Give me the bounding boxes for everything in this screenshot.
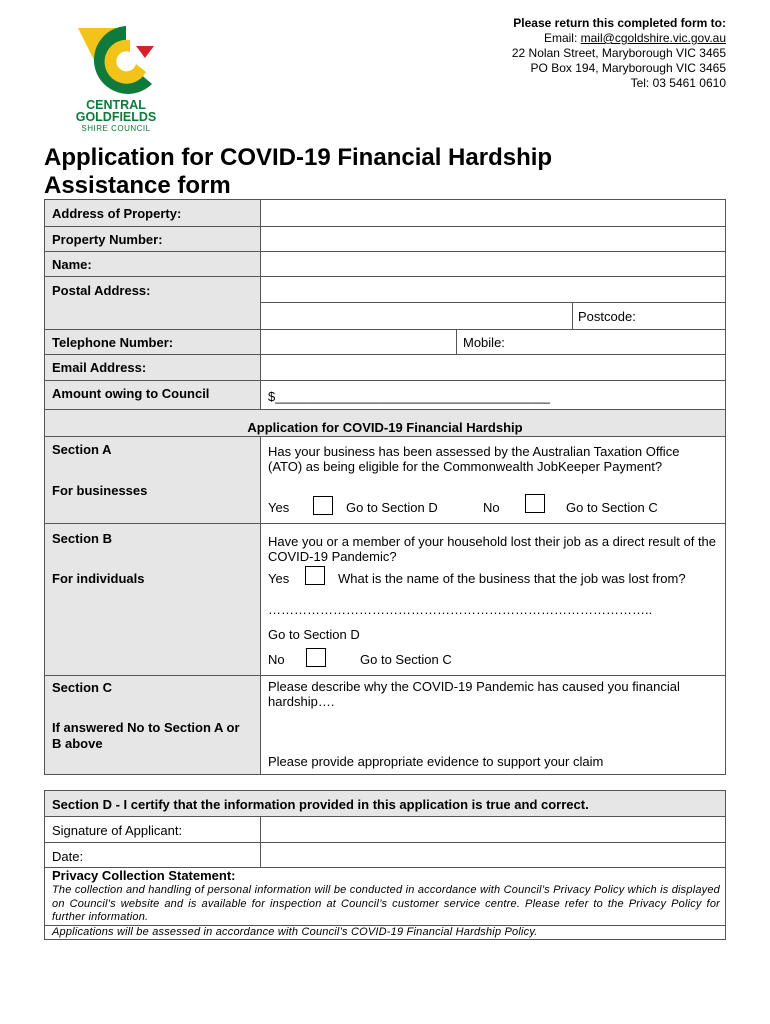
email-link[interactable]: mail@cgoldshire.vic.gov.au xyxy=(580,31,726,45)
section-b-yes-label: Yes xyxy=(268,571,290,586)
name-label: Name: xyxy=(52,257,92,272)
street-address: 22 Nolan Street, Maryborough VIC 3465 xyxy=(511,46,726,60)
section-d-heading: Section D - I certify that the information provided in this application is true and correct. xyxy=(52,797,589,812)
privacy-heading: Privacy Collection Statement: xyxy=(52,868,236,883)
date-input[interactable] xyxy=(260,842,726,868)
section-b-yes-checkbox[interactable] xyxy=(305,566,325,585)
property-number-input[interactable] xyxy=(260,226,726,252)
name-input[interactable] xyxy=(260,251,726,277)
telephone-label: Telephone Number: xyxy=(52,335,174,350)
section-a-title: Section A xyxy=(52,442,112,457)
date-label: Date: xyxy=(52,849,84,864)
section-c-question: Please describe why the COVID-19 Pandemic has caused you financial hardship…. xyxy=(268,679,680,709)
section-b-question: Have you or a member of your household lost their job as a direct result of the COVID-19 Pandemic? xyxy=(268,534,717,564)
logo-wordmark: CENTRAL GOLDFIELDS SHIRE COUNCIL xyxy=(75,98,157,133)
business-name-line[interactable]: …………………………………………………………………………….. xyxy=(268,602,653,617)
address-label: Address of Property: xyxy=(52,206,182,221)
section-b-subtitle: For individuals xyxy=(52,571,145,586)
email-input[interactable] xyxy=(260,354,726,381)
section-b-no-checkbox[interactable] xyxy=(306,648,326,667)
section-a-no-goto: Go to Section C xyxy=(566,500,658,515)
section-b-no-goto: Go to Section C xyxy=(360,652,452,667)
section-b-goto-d: Go to Section D xyxy=(268,627,360,642)
section-a-yes-checkbox[interactable] xyxy=(313,496,333,515)
postal-input-line2[interactable] xyxy=(260,302,573,330)
po-box: PO Box 194, Maryborough VIC 3465 xyxy=(530,61,726,75)
section-c-subtitle: If answered No to Section A or B above xyxy=(52,720,240,751)
policy-footer: Applications will be assessed in accordance with Council’s COVID-19 Financial Hardship Policy. xyxy=(52,926,538,938)
section-c-evidence: Please provide appropriate evidence to support your claim xyxy=(268,754,604,769)
telephone: Tel: 03 5461 0610 xyxy=(630,76,726,90)
amount-line: $______________________________________ xyxy=(268,389,550,404)
section-c-title: Section C xyxy=(52,680,112,695)
return-heading: Please return this completed form to: xyxy=(513,16,726,30)
signature-input[interactable] xyxy=(260,816,726,843)
section-a-no-label: No xyxy=(483,500,500,515)
section-b-title: Section B xyxy=(52,531,112,546)
property-number-label: Property Number: xyxy=(52,232,163,247)
postal-input[interactable] xyxy=(260,276,726,303)
section-a-yes-label: Yes xyxy=(268,500,290,515)
mobile-label: Mobile: xyxy=(463,335,505,350)
return-address-block: Please return this completed form to: Email: mail@cgoldshire.vic.gov.au 22 Nolan Street, Maryborough VIC 3465 PO Box 194, Maryborough VIC 3465 Tel: 03 5461 0610 xyxy=(511,16,726,90)
address-input[interactable] xyxy=(260,199,726,227)
section-b-yes-question: What is the name of the business that the job was lost from? xyxy=(338,571,686,586)
telephone-input[interactable] xyxy=(260,329,457,355)
postal-label: Postal Address: xyxy=(52,283,151,298)
email-label: Email Address: xyxy=(52,360,147,375)
section-a-question: Has your business has been assessed by the Australian Taxation Office (ATO) as being eligible for the Commonwealth JobKeeper Payment? xyxy=(268,444,680,474)
section-a-no-checkbox[interactable] xyxy=(525,494,545,513)
postcode-label: Postcode: xyxy=(578,309,636,324)
amount-label: Amount owing to Council xyxy=(52,386,210,401)
application-heading: Application for COVID-19 Financial Hardship xyxy=(247,420,523,435)
page-title: Application for COVID-19 Financial Hardship Assistance form xyxy=(44,144,553,199)
privacy-body: The collection and handling of personal information will be conducted in accordance with Council’s Privacy Policy which is displayed on Council’s website and is available for inspection at Council’s customer service centre. Please refer to the Privacy Policy for further information. xyxy=(52,884,720,923)
signature-label: Signature of Applicant: xyxy=(52,823,183,838)
section-a-subtitle: For businesses xyxy=(52,483,148,498)
section-b-no-label: No xyxy=(268,652,285,667)
section-a-yes-goto: Go to Section D xyxy=(346,500,438,515)
